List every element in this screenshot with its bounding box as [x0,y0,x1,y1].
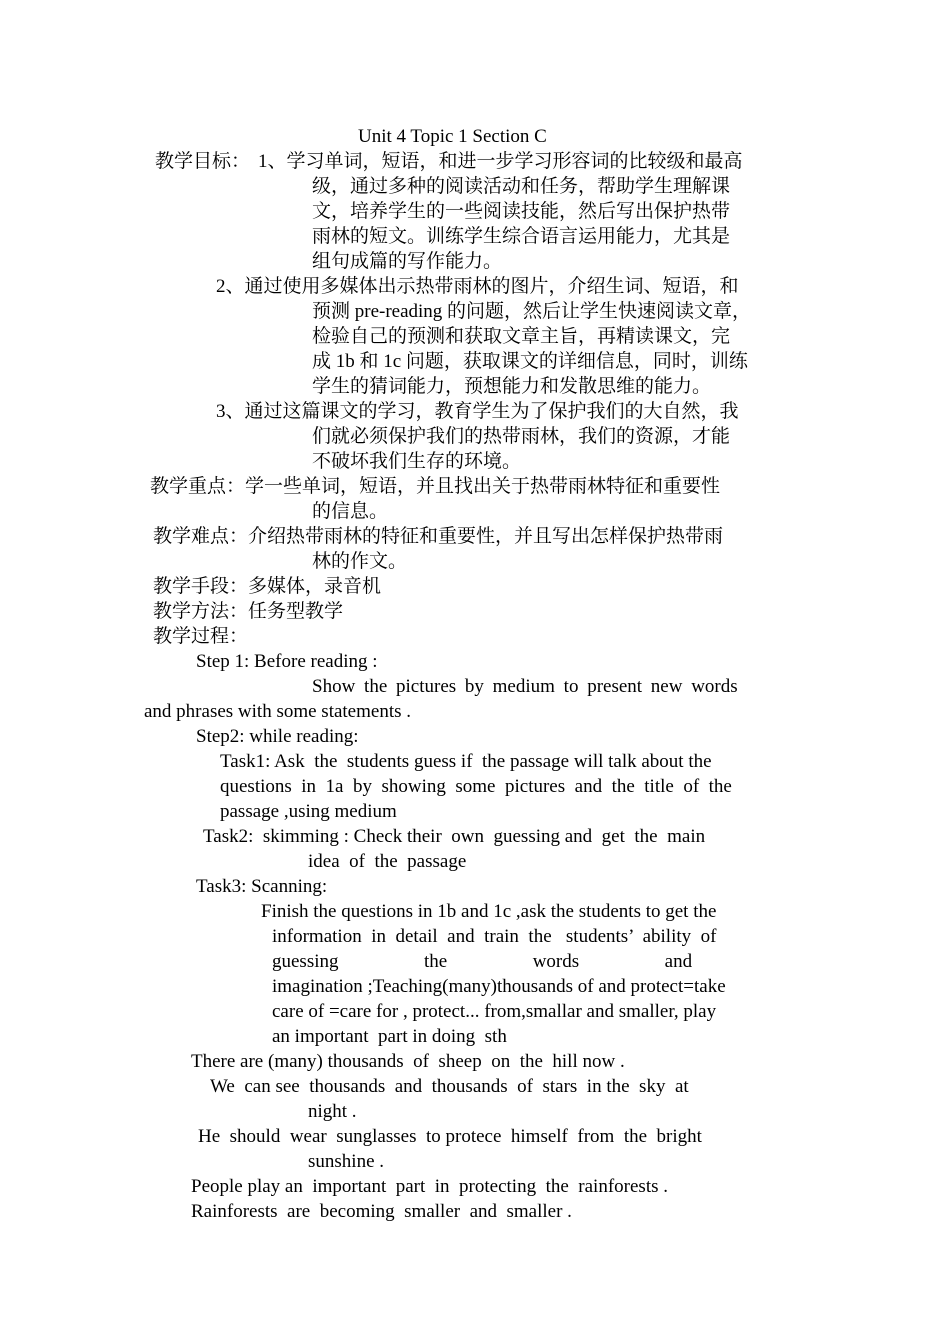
example-sentence: sunshine . [308,1151,384,1172]
task3-line: guessing the words and [272,951,693,972]
teaching-process-label: 教学过程： [153,626,249,647]
task1-line: passage ,using medium [220,801,397,822]
objective-2-line: 检验自己的预测和获取文章主旨，再精读课文，完 [312,326,731,347]
document-title: Unit 4 Topic 1 Section C [358,126,547,147]
task2-line: Task2: skimming : Check their own guessing and get the main [203,826,706,847]
objectives-label: 教学目标： [155,151,251,172]
teaching-method: 教学方法：任务型教学 [153,601,344,622]
example-sentence: He should wear sunglasses to protece himself from the bright [198,1126,702,1147]
example-sentence: We can see thousands and thousands of stars in the sky at [210,1076,689,1097]
objective-2-line: 预测 pre-reading 的问题，然后让学生快速阅读文章， [312,301,752,322]
step1-text-line [312,674,805,699]
task3-heading: Task3: Scanning: [196,876,328,897]
task3-line: imagination ;Teaching(many)thousands of and protect=take [272,976,726,997]
step1-text-line: and phrases with some statements . [144,701,412,722]
example-sentence: People play an important part in protecting the rainforests . [191,1176,668,1197]
objective-3-line: 们就必须保护我们的热带雨林，我们的资源，才能 [312,426,731,447]
step2-heading: Step2: while reading: [196,726,359,747]
objective-1-line: 组句成篇的写作能力。 [312,251,503,272]
step1-text: Show the pictures by medium to present new words [312,676,738,697]
task3-line: Finish the questions in 1b and 1c ,ask the students to get the [261,901,717,922]
step1-heading: Step 1: Before reading : [196,651,378,672]
task3-line: care of =care for , protect... from,smallar and smaller, play [272,1001,717,1022]
objective-2-line: 2、通过使用多媒体出示热带雨林的图片，介绍生词、短语，和 [216,276,739,297]
task2-line: idea of the passage [308,851,467,872]
key-points-line: 的信息。 [312,501,389,522]
objective-2-line: 成 1b 和 1c 问题，获取课文的详细信息，同时，训练 [312,351,748,372]
objective-1-line: 文，培养学生的一些阅读技能，然后写出保护热带 [312,201,731,222]
task1-line: questions in 1a by showing some pictures and the title of the [220,776,732,797]
example-sentence: There are (many) thousands of sheep on the hill now . [191,1051,625,1072]
objective-1-line: 1、学习单词，短语，和进一步学习形容词的比较级和最高 [258,151,743,172]
task3-line: an important part in doing sth [272,1026,507,1047]
objective-2-line: 学生的猜词能力，预想能力和发散思维的能力。 [312,376,712,397]
objective-1-line: 雨林的短文。训练学生综合语言运用能力，尤其是 [312,226,731,247]
task3-line: information in detail and train the students’ ability of [272,926,717,947]
teaching-means: 教学手段：多媒体，录音机 [153,576,382,597]
task1-line: Task1: Ask the students guess if the passage will talk about the [220,751,712,772]
example-sentence: night . [308,1101,357,1122]
difficult-points-line: 林的作文。 [312,551,408,572]
objective-1-line: 级，通过多种的阅读活动和任务，帮助学生理解课 [312,176,731,197]
key-points-line: 教学重点：学一些单词，短语，并且找出关于热带雨林特征和重要性 [150,476,721,497]
objective-3-line: 不破坏我们生存的环境。 [312,451,522,472]
difficult-points-line: 教学难点：介绍热带雨林的特征和重要性，并且写出怎样保护热带雨 [153,526,724,547]
objective-3-line: 3、通过这篇课文的学习，教育学生为了保护我们的大自然，我 [216,401,739,422]
example-sentence: Rainforests are becoming smaller and smaller . [191,1201,572,1222]
